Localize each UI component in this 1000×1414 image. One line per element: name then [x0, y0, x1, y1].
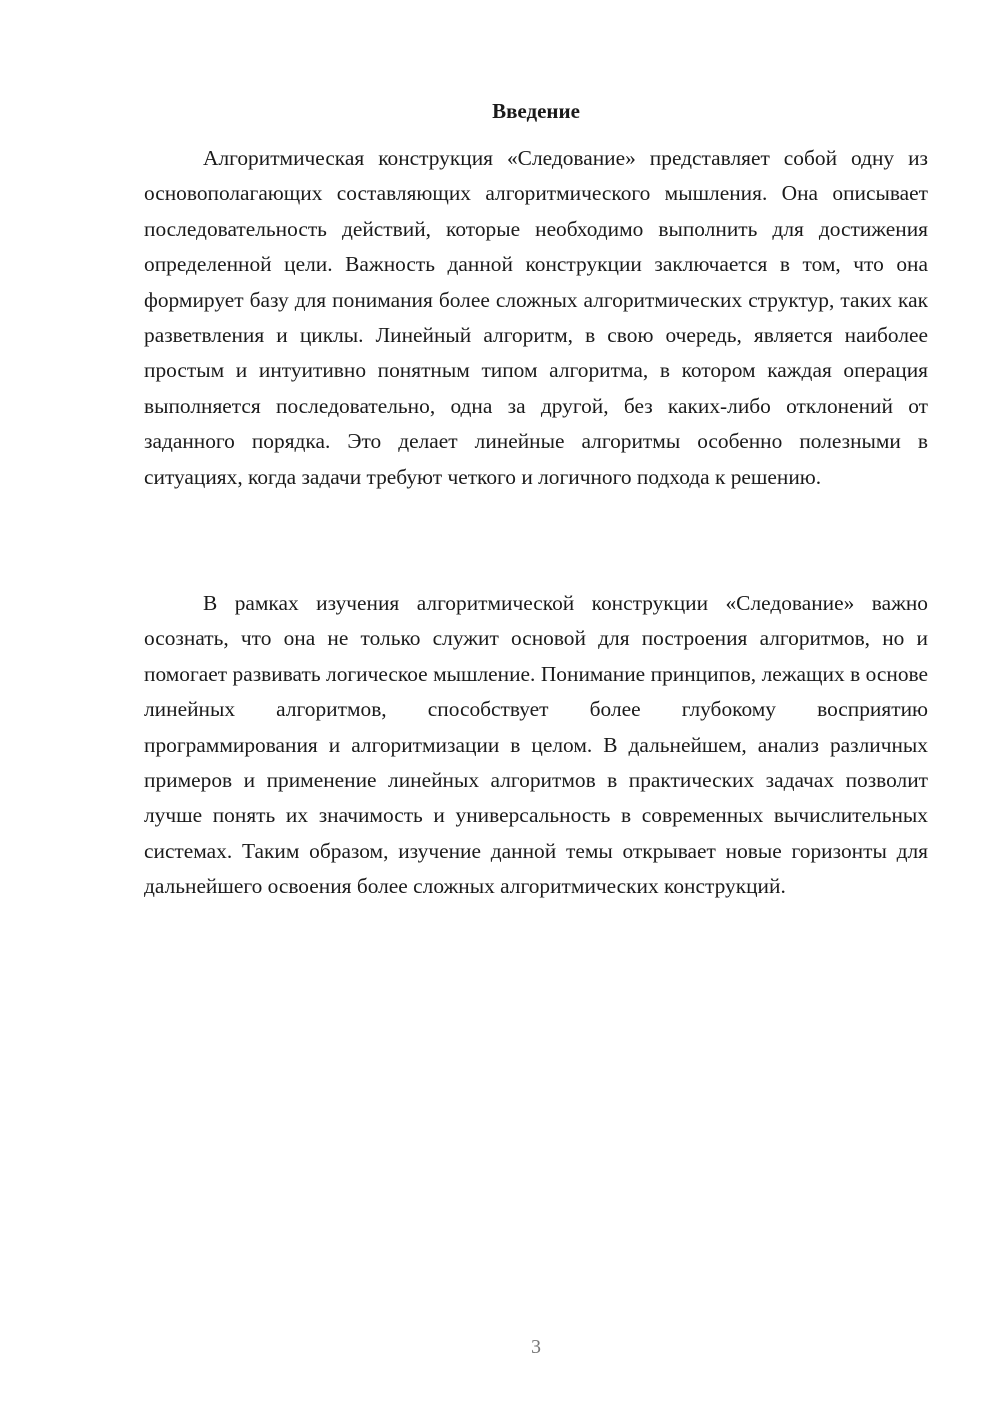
page-number: 3 — [531, 1336, 541, 1358]
paragraph-study: В рамках изучения алгоритмической конструкции «Следование» важно осознать, что она не только служит основой для построения алгоритмов, но и помогает развивать логическое мышление. Понимание принципов, лежащих в основе линейных алгоритмов, способствует более глубокому восприятию программирования и алгоритмизации в целом. В дальнейшем, анализ различных примеров и применение линейных алгоритмов в практических задачах позволит лучше понять их значимость и универсальность в современных вычислительных системах. Таким образом, изучение данной темы открывает новые горизонты для дальнейшего освоения более сложных алгоритмических конструкций. — [144, 591, 928, 899]
paragraph-intro: Алгоритмическая конструкция «Следование» представляет собой одну из основополагающих составляющих алгоритмического мышления. Она описывает последовательность действий, которые необходимо выполнить для достижения определенной цели. Важность данной конструкции заключается в том, что она формирует базу для понимания более сложных алгоритмических структур, таких как разветвления и циклы. Линейный алгоритм, в свою очередь, является наиболее простым и интуитивно понятным типом алгоритма, в котором каждая операция выполняется последовательно, одна за другой, без каких-либо отклонений от заданного порядка. Это делает линейные алгоритмы особенно полезными в ситуациях, когда задачи требуют четкого и логичного подхода к решению. — [144, 146, 928, 489]
section-heading: Введение — [492, 99, 580, 123]
